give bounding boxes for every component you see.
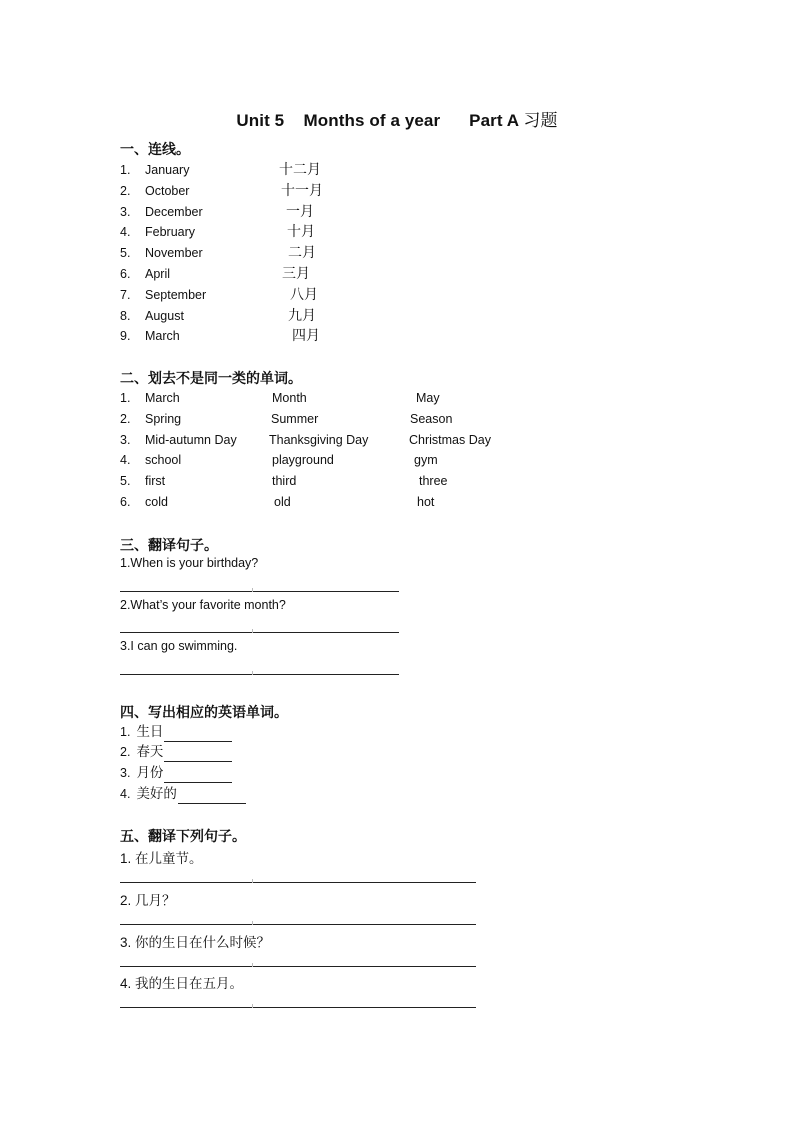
english-month: October (145, 183, 190, 198)
answer-blank[interactable] (164, 727, 232, 742)
item-number: 3. (120, 432, 131, 447)
sentence-prompt: 4. 我的生日在五月。 (120, 976, 244, 991)
word-option-a: March (145, 391, 180, 405)
line-tick (252, 629, 253, 633)
chinese-word: 月份 (136, 765, 164, 780)
item-number: 8. (120, 308, 131, 323)
line-tick (252, 1004, 253, 1008)
english-month: February (145, 225, 196, 240)
chinese-month: 十二月 (279, 161, 321, 177)
sentence-prompt: 2.What’s your favorite month? (120, 598, 286, 612)
sentence-prompt: 2. 几月？ (120, 893, 176, 908)
sentence-prompt: 3.I can go swimming. (120, 639, 238, 653)
word-blank-row (120, 784, 246, 804)
chinese-month: 十月 (287, 223, 315, 240)
item-number: 5. (120, 474, 131, 489)
sentence-prompt: 1. 在儿童节。 (120, 851, 203, 866)
word-blank-row (120, 722, 232, 742)
item-number: 1. (120, 163, 131, 177)
chinese-word: 美好的 (136, 786, 177, 801)
word-option-c: gym (414, 453, 438, 468)
item-number: 2. (120, 745, 131, 759)
word-option-b: playground (272, 453, 334, 468)
english-month: April (145, 267, 171, 281)
section1-heading: 一、连线。 (120, 141, 190, 157)
section4-heading: 四、写出相应的英语单词。 (120, 704, 288, 720)
item-number: 4. (120, 787, 131, 801)
section5-heading: 五、翻译下列句子。 (120, 828, 246, 844)
word-option-b: Summer (271, 411, 319, 426)
english-month: March (145, 329, 180, 344)
chinese-month: 八月 (290, 285, 318, 302)
word-blank-row (120, 742, 232, 762)
chinese-word: 春天 (136, 744, 164, 759)
item-number: 6. (120, 495, 131, 509)
title-main: Unit 5 Months of a year Part A (236, 111, 519, 130)
english-month: December (145, 204, 203, 219)
item-number: 4. (120, 453, 131, 468)
line-tick (252, 963, 253, 967)
title-suffix: 习题 (523, 111, 558, 130)
answer-line[interactable] (120, 966, 476, 967)
chinese-month: 二月 (288, 244, 316, 261)
item-number: 2. (120, 183, 131, 198)
chinese-month: 一月 (286, 202, 314, 219)
word-option-c: hot (417, 495, 435, 509)
answer-line[interactable] (120, 882, 476, 883)
line-tick (252, 671, 253, 675)
answer-line[interactable] (120, 632, 399, 633)
word-option-c: three (419, 474, 448, 489)
line-tick (252, 921, 253, 925)
english-month: January (145, 163, 190, 177)
word-option-c: May (416, 391, 440, 405)
section3-heading: 三、翻译句子。 (120, 537, 218, 553)
line-tick (252, 588, 253, 592)
chinese-month: 三月 (282, 265, 310, 281)
english-month: August (145, 308, 184, 323)
line-tick (252, 879, 253, 883)
item-number: 5. (120, 246, 131, 261)
section2-heading: 二、划去不是同一类的单词。 (120, 370, 302, 386)
item-number: 7. (120, 287, 131, 302)
item-number: 1. (120, 725, 131, 739)
word-option-c: Season (410, 411, 453, 426)
item-number: 2. (120, 411, 131, 426)
item-number: 9. (120, 329, 131, 344)
item-number: 6. (120, 267, 131, 281)
answer-blank[interactable] (178, 789, 246, 804)
sentence-prompt: 1.When is your birthday? (120, 556, 259, 570)
answer-line[interactable] (120, 1007, 476, 1008)
word-option-b: Thanksgiving Day (269, 432, 369, 447)
word-option-b: old (274, 495, 291, 509)
word-option-c: Christmas Day (409, 432, 491, 447)
word-option-b: third (272, 474, 297, 489)
word-option-a: school (145, 453, 182, 468)
word-blank-row (120, 763, 232, 783)
word-option-a: Mid-autumn Day (145, 432, 237, 447)
word-option-b: Month (272, 391, 307, 405)
chinese-month: 十一月 (281, 181, 323, 198)
item-number: 4. (120, 225, 131, 240)
chinese-month: 九月 (288, 306, 316, 323)
item-number: 3. (120, 204, 131, 219)
item-number: 3. (120, 766, 131, 780)
word-option-a: first (145, 474, 166, 489)
item-number: 1. (120, 391, 131, 405)
english-month: November (145, 246, 203, 261)
answer-blank[interactable] (164, 747, 232, 762)
word-option-a: cold (145, 495, 168, 509)
sentence-prompt: 3. 你的生日在什么时候？ (120, 935, 271, 950)
answer-blank[interactable] (164, 768, 232, 783)
page-title (0, 106, 794, 131)
english-month: September (145, 287, 207, 302)
chinese-month: 四月 (292, 327, 320, 344)
answer-line[interactable] (120, 591, 399, 592)
word-option-a: Spring (145, 411, 182, 426)
chinese-word: 生日 (136, 724, 164, 739)
answer-line[interactable] (120, 924, 476, 925)
answer-line[interactable] (120, 674, 399, 675)
